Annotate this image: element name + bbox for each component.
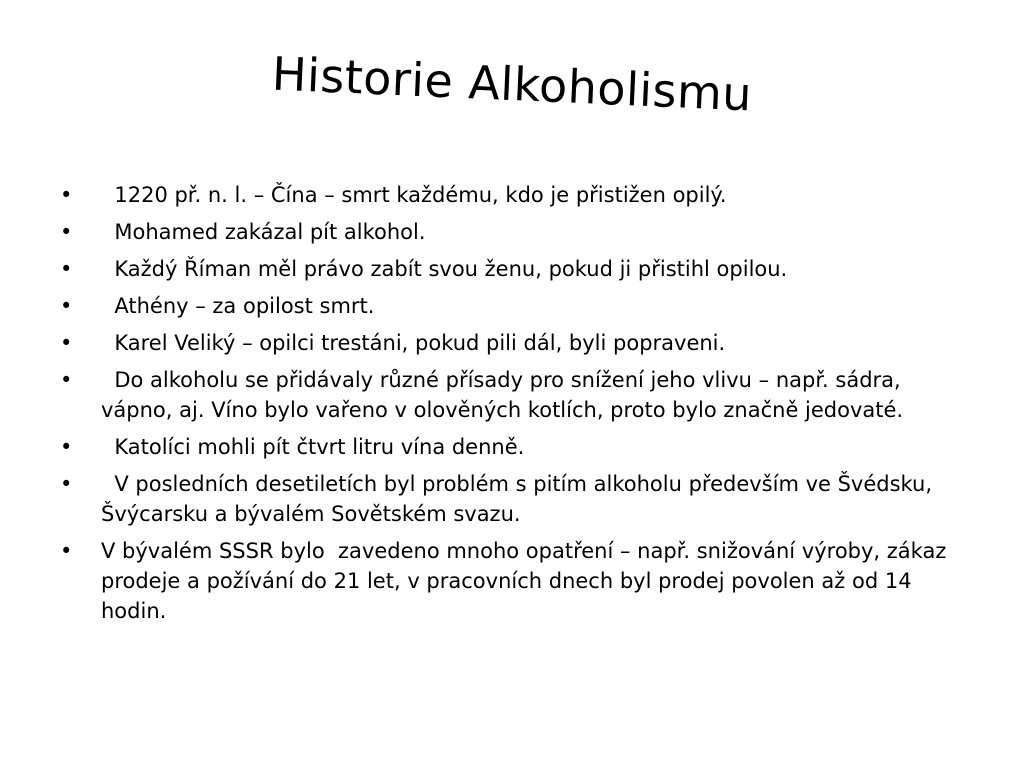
- bullet-marker: •: [60, 294, 73, 318]
- bullet-text: Do alkoholu se přidávaly různé přísady pro snížení jeho vlivu – např. sádra, vápno, aj. Víno bylo vařeno v olověných kotlích, proto bylo značně jedovaté.: [101, 368, 908, 422]
- bullet-list: [60, 180, 960, 633]
- bullet-item: [60, 365, 960, 425]
- bullet-marker: •: [60, 368, 73, 392]
- slide-title: Historie Alkoholismu: [270, 46, 754, 122]
- bullet-marker: •: [60, 331, 73, 355]
- bullet-marker: •: [60, 183, 73, 207]
- bullet-marker: •: [60, 257, 73, 281]
- bullet-text: Katolíci mohli pít čtvrt litru vína denně.: [101, 435, 525, 459]
- bullet-item: [60, 291, 960, 321]
- bullet-item: [60, 536, 960, 626]
- bullet-text: Karel Veliký – opilci trestáni, pokud pili dál, byli popraveni.: [101, 331, 726, 355]
- bullet-marker: •: [60, 472, 73, 496]
- bullet-marker: •: [60, 435, 73, 459]
- bullet-text: Mohamed zakázal pít alkohol.: [101, 220, 426, 244]
- bullet-item: [60, 217, 960, 247]
- bullet-item: [60, 328, 960, 358]
- bullet-item: [60, 180, 960, 210]
- bullet-marker: •: [60, 220, 73, 244]
- bullet-text: V bývalém SSSR bylo zavedeno mnoho opatření – např. snižování výroby, zákaz prodeje a požívání do 21 let, v pracovních dnech byl prodej povolen až od 14 hodin.: [101, 539, 954, 623]
- bullet-text: V posledních desetiletích byl problém s pitím alkoholu především ve Švédsku, Švýcarsku a bývalém Sovětském svazu.: [101, 472, 939, 526]
- bullet-item: [60, 469, 960, 529]
- bullet-text: Athény – za opilost smrt.: [101, 294, 375, 318]
- bullet-text: 1220 př. n. l. – Čína – smrt každému, kdo je přistižen opilý.: [101, 183, 727, 207]
- bullet-item: [60, 254, 960, 284]
- bullet-item: [60, 432, 960, 462]
- bullet-text: Každý Říman měl právo zabít svou ženu, pokud ji přistihl opilou.: [101, 257, 788, 281]
- bullet-marker: •: [60, 539, 73, 563]
